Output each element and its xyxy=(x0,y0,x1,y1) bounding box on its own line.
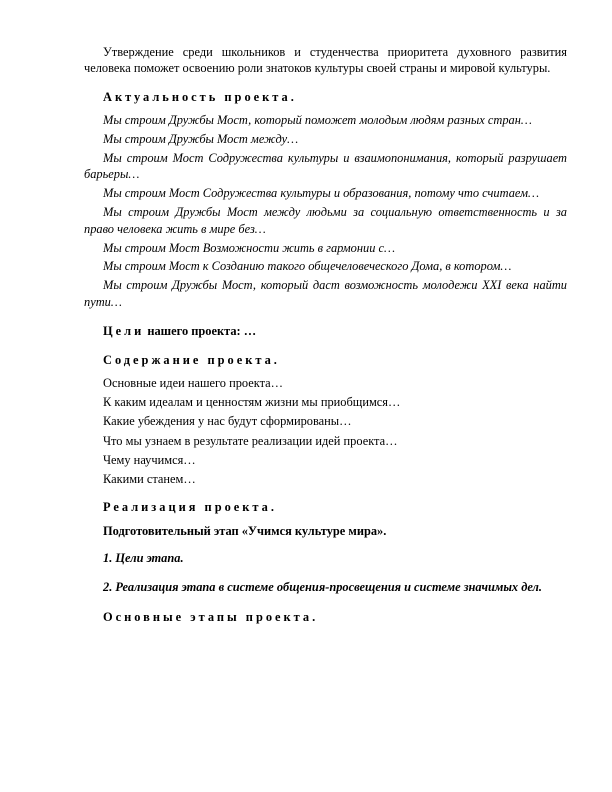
content-line: Основные идеи нашего проекта… xyxy=(103,376,284,390)
relevance-list xyxy=(84,112,567,310)
relevance-heading: Актуальность проекта. xyxy=(103,89,297,104)
content-line: Какие убеждения у нас будут сформированы… xyxy=(103,414,352,429)
relevance-line: Мы строим Мост Содружества культуры и образования, потому что считаем… xyxy=(103,186,540,201)
implementation-heading: Реализация проекта. xyxy=(103,500,277,515)
goals-heading xyxy=(103,323,567,339)
content-line: К каким идеалам и ценностям жизни мы приобщимся… xyxy=(103,395,401,410)
relevance-line: Мы строим Дружбы Мост, который даст возможность молодежи XXI века найти пути… xyxy=(84,278,567,309)
content-list xyxy=(84,375,567,487)
prep-stage-title: Подготовительный этап «Учимся культуре мира». xyxy=(103,523,387,538)
content-line: Что мы узнаем в результате реализации идей проекта… xyxy=(103,433,398,448)
relevance-line: Мы строим Мост Содружества культуры и взаимопонимания, который разрушает барьеры… xyxy=(84,151,567,182)
relevance-line: Мы строим Мост к Созданию такого общечеловеческого Дома, в котором… xyxy=(103,259,512,274)
stage-item-goals: 1. Цели этапа. xyxy=(103,551,184,566)
relevance-line: Мы строим Мост Возможности жить в гармонии с… xyxy=(103,240,396,255)
stages-heading: Основные этапы проекта. xyxy=(103,610,319,625)
content-heading: Содержание проекта. xyxy=(103,352,280,367)
goals-heading-rest: нашего проекта: … xyxy=(144,324,257,339)
stage-item-realization: 2. Реализация этапа в системе общения-просвещения и системе значимых дел. xyxy=(103,579,543,594)
document-page xyxy=(84,40,567,632)
relevance-line: Мы строим Дружбы Мост, который поможет молодым людям разных стран… xyxy=(103,113,532,128)
goals-heading-word: Цели xyxy=(103,324,145,339)
relevance-line: Мы строим Дружбы Мост между… xyxy=(103,132,299,147)
content-line: Чему научимся… xyxy=(103,452,196,467)
content-line: Какими станем… xyxy=(103,472,196,487)
relevance-line: Мы строим Дружбы Мост между людьми за социальную ответственность и за право человека жить в мире без… xyxy=(84,205,567,236)
intro-paragraph: Утверждение среди школьников и студенчества приоритета духовного развития человека поможет освоению роли знатоков культуры своей страны и мировой культуры. xyxy=(84,45,567,76)
